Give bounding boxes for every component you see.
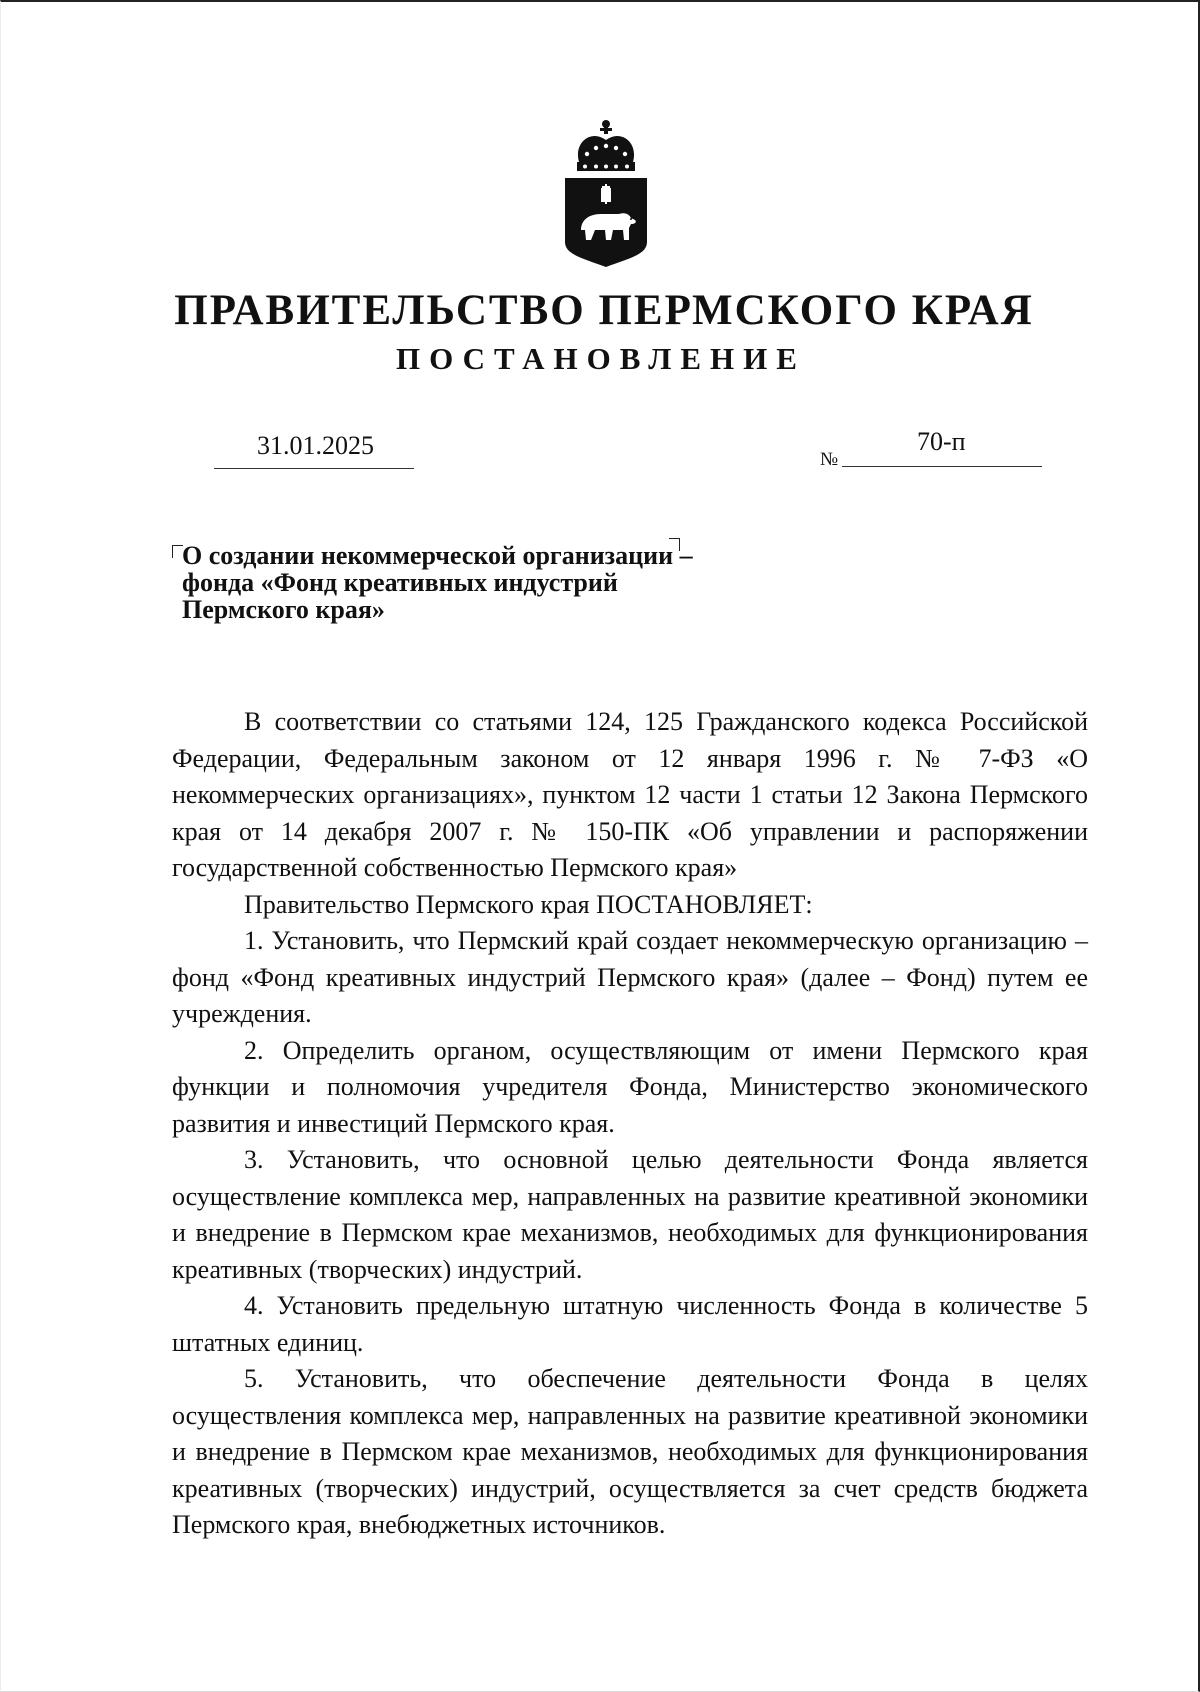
item-paragraph-3: 3. Установить, что основной целью деятельности Фонда является осуществление комплекса мер, направленных на развитие креативной экономики и внедрение в Пермском крае механизмов, необходимых для функционирования креативных (творческих) индустрий. bbox=[172, 1145, 1088, 1284]
number-label: № bbox=[820, 449, 839, 470]
government-title: ПРАВИТЕЛЬСТВО ПЕРМСКОГО КРАЯ bbox=[174, 287, 1034, 334]
item-paragraph-4: 4. Установить предельную штатную численность Фонда в количестве 5 штатных единиц. bbox=[172, 1291, 1088, 1357]
document-body bbox=[172, 704, 1088, 1544]
document-date: 31.01.2025 bbox=[257, 431, 374, 460]
preamble-paragraph: В соответствии со статьями 124, 125 Гражданского кодекса Российской Федерации, Федеральным законом от 12 января 1996 г. № 7-ФЗ «О некоммерческих организациях», пунктом 12 части 1 статьи 12 Закона Пермского края от 14 декабря 2007 г. № 150-ПК «Об управлении и распоряжении государственной собственностью Пермского края» bbox=[172, 707, 1088, 882]
number-underline bbox=[842, 466, 1042, 467]
subject-line: О создании некоммерческой организации – bbox=[182, 541, 693, 570]
date-underline bbox=[214, 468, 414, 469]
item-paragraph-2: 2. Определить органом, осуществляющим от имени Пермского края функции и полномочия учредителя Фонда, Министерство экономического развития и инвестиций Пермского края. bbox=[172, 1035, 1088, 1138]
perm-krai-coat-of-arms-icon bbox=[561, 118, 651, 268]
document-number: 70-п bbox=[917, 427, 966, 456]
item-paragraph-5: 5. Установить, что обеспечение деятельности Фонда в целях осуществления комплекса мер, направленных на развитие креативной экономики и внедрение в Пермском крае механизмов, необходимых для функционирования креативных (творческих) индустрий, осуществляется за счет средств бюджета Пермского края, внебюджетных источников. bbox=[172, 1364, 1088, 1539]
document-subject bbox=[182, 542, 782, 623]
subject-line: фонда «Фонд креативных индустрий bbox=[182, 568, 618, 597]
item-paragraph-1: 1. Установить, что Пермский край создает некоммерческую организацию – фонд «Фонд креативных индустрий Пермского края» (далее – Фонд) путем ее учреждения. bbox=[172, 926, 1088, 1028]
resolution-clause: Правительство Пермского края ПОСТАНОВЛЯЕТ: bbox=[244, 889, 813, 919]
document-type: ПОСТАНОВЛЕНИЕ bbox=[396, 341, 806, 376]
subject-line: Пермского края» bbox=[182, 595, 385, 624]
